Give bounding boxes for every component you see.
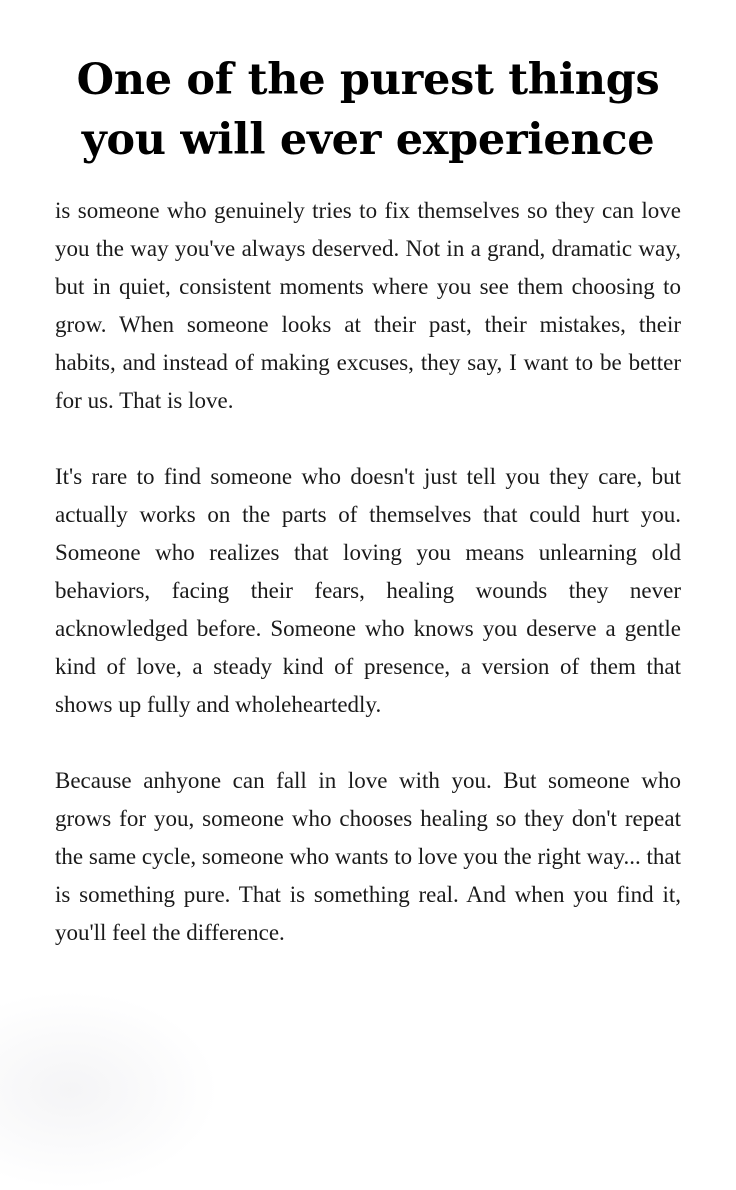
paragraph-3: Because anhyone can fall in love with you. But someone who grows for you, someone who chooses healing so they don't repeat the same cycle, someone who wants to love you the right way... that is something pure. That is something real. And when you find it, you'll feel the difference. bbox=[55, 768, 681, 945]
title-line-2: you will ever experience bbox=[81, 115, 655, 165]
page-title bbox=[55, 50, 681, 170]
paragraph-2: It's rare to find someone who doesn't just tell you they care, but actually works on the parts of themselves that could hurt you. Someone who realizes that loving you means unlearning old behaviors, facing their fears, healing wounds they never acknowledged before. Someone who knows you deserve a gentle kind of love, a steady kind of presence, a version of them that shows up fully and wholeheartedly. bbox=[55, 464, 681, 717]
corner-shade bbox=[0, 990, 220, 1190]
title-line-1: One of the purest things bbox=[76, 55, 660, 105]
paragraph-1: is someone who genuinely tries to fix themselves so they can love you the way you've always deserved. Not in a grand, dramatic way, but in quiet, consistent moments where you see them choosing to grow. When someone looks at their past, their mistakes, their habits, and instead of making excuses, they say, I want to be better for us. That is love. bbox=[55, 198, 681, 413]
